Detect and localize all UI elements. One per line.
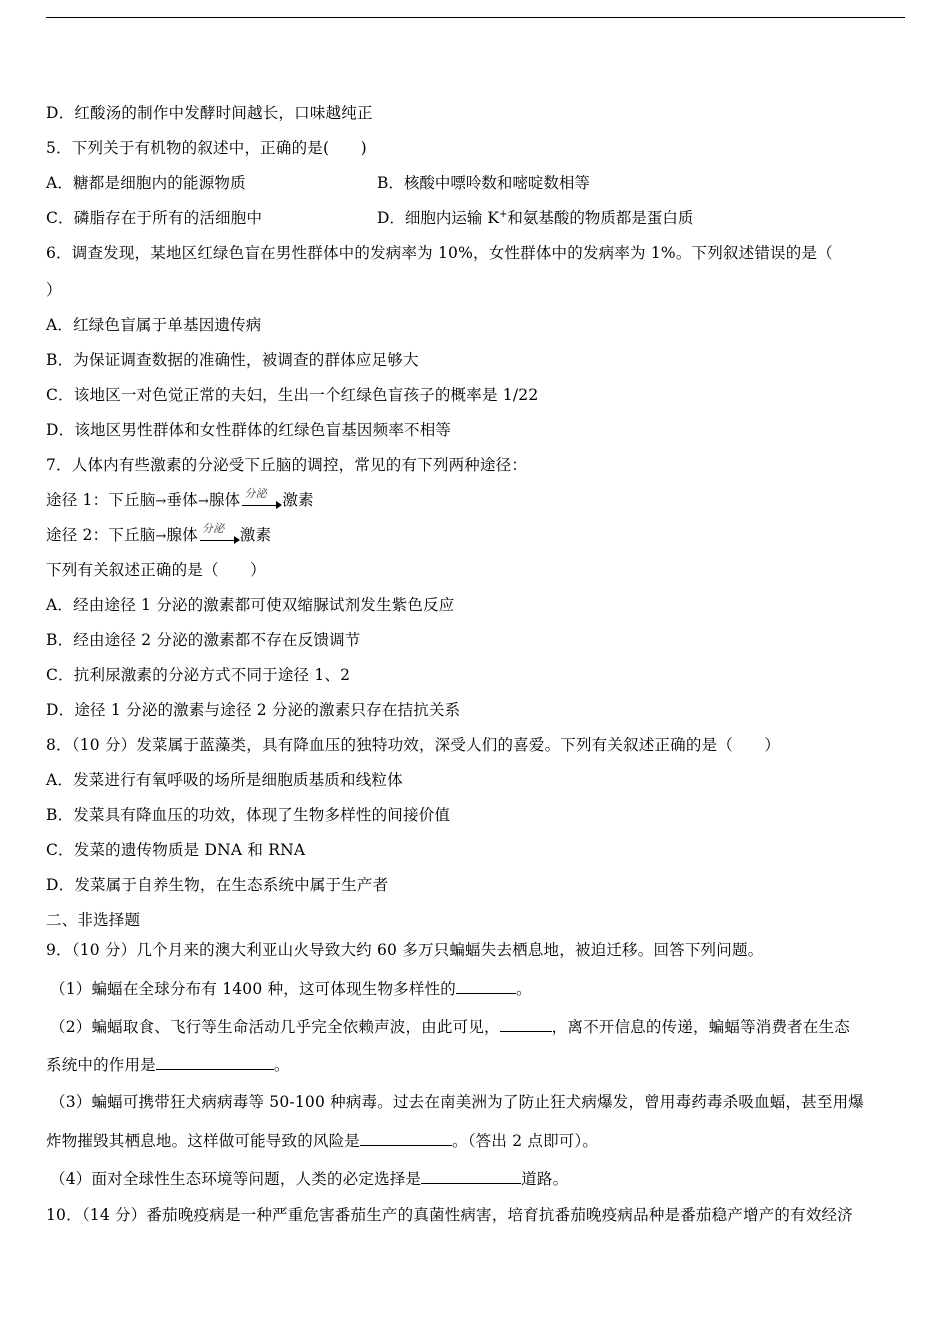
q5-option-b: B．核酸中嘌呤数和嘧啶数相等 xyxy=(377,174,590,192)
pathway-2: 途径 2：下丘脑→腺体 分泌 激素 xyxy=(46,525,271,547)
q7-option-d: D．途径 1 分泌的激素与途径 2 分泌的激素只存在拮抗关系 xyxy=(46,701,461,719)
q5-option-a: A．糖都是细胞内的能源物质 xyxy=(46,174,246,192)
q7-option-a: A．经由途径 1 分泌的激素都可使双缩脲试剂发生紫色反应 xyxy=(46,596,455,614)
q6-option-a: A．红绿色盲属于单基因遗传病 xyxy=(46,316,262,334)
arrow-icon: → xyxy=(197,494,209,509)
q8-option-b: B．发菜具有降血压的功效，体现了生物多样性的间接价值 xyxy=(46,806,451,824)
question-6-close-paren: ） xyxy=(46,281,62,299)
q9-part-3-cont: 炸物摧毁其栖息地。这样做可能导致的风险是 。（答出 2 点即可）。 xyxy=(46,1132,599,1150)
answer-blank[interactable] xyxy=(360,1130,452,1146)
pathway-1: 途径 1：下丘脑→垂体→腺体 分泌 激素 xyxy=(46,490,314,512)
secretion-arrow-icon: 分泌 xyxy=(240,492,282,512)
q8-option-d: D．发菜属于自养生物，在生态系统中属于生产者 xyxy=(46,876,389,894)
q8-option-a: A．发菜进行有氧呼吸的场所是细胞质基质和线粒体 xyxy=(46,771,403,789)
answer-blank[interactable] xyxy=(421,1168,521,1184)
question-7-stem: 7．人体内有些激素的分泌受下丘脑的调控，常见的有下列两种途径： xyxy=(46,456,528,474)
answer-blank[interactable] xyxy=(156,1054,274,1070)
question-8-stem: 8．（10 分）发菜属于蓝藻类，具有降血压的独特功效，深受人们的喜爱。下列有关叙述正确的是（ ） xyxy=(46,736,781,754)
arrow-icon: → xyxy=(155,529,167,544)
answer-blank[interactable] xyxy=(500,1016,552,1032)
q7-stem-2: 下列有关叙述正确的是（ ） xyxy=(46,561,266,579)
question-9-stem: 9．（10 分）几个月来的澳大利亚山火导致大约 60 多万只蝙蝠失去栖息地，被迫迁移。回答下列问题。 xyxy=(46,941,764,959)
q9-part-1: （1）蝙蝠在全球分布有 1400 种，这可体现生物多样性的 。 xyxy=(50,980,532,998)
header-rule xyxy=(46,17,905,18)
question-10-stem: 10．（14 分）番茄晚疫病是一种严重危害番茄生产的真菌性病害，培育抗番茄晚疫病品种是番茄稳产增产的有效经济 xyxy=(46,1206,853,1224)
q9-part-2: （2）蝙蝠取食、飞行等生命活动几乎完全依赖声波，由此可见， ，离不开信息的传递，蝙蝠等消费者在生态 xyxy=(50,1018,850,1036)
q6-option-b: B．为保证调查数据的准确性，被调查的群体应足够大 xyxy=(46,351,419,369)
q7-option-b: B．经由途径 2 分泌的激素都不存在反馈调节 xyxy=(46,631,361,649)
question-6-stem: 6．调查发现，某地区红绿色盲在男性群体中的发病率为 10%，女性群体中的发病率为 1%。下列叙述错误的是（ xyxy=(46,244,833,262)
q5-option-c: C．磷脂存在于所有的活细胞中 xyxy=(46,209,263,227)
q5-option-d: D．细胞内运输 K+和氨基酸的物质都是蛋白质 xyxy=(377,208,694,227)
arrow-icon: → xyxy=(155,494,167,509)
q4-option-d: D．红酸汤的制作中发酵时间越长，口味越纯正 xyxy=(46,104,373,122)
q9-part-2-cont: 系统中的作用是 。 xyxy=(46,1056,290,1074)
secretion-arrow-icon: 分泌 xyxy=(198,527,240,547)
answer-blank[interactable] xyxy=(456,978,516,994)
q6-option-d: D．该地区男性群体和女性群体的红绿色盲基因频率不相等 xyxy=(46,421,452,439)
question-5-stem: 5．下列关于有机物的叙述中，正确的是( ) xyxy=(46,139,367,157)
q7-option-c: C．抗利尿激素的分泌方式不同于途径 1、2 xyxy=(46,666,351,684)
q9-part-3: （3）蝙蝠可携带狂犬病病毒等 50-100 种病毒。过去在南美洲为了防止狂犬病爆发，曾用毒药毒杀吸血蝠，甚至用爆 xyxy=(50,1093,864,1111)
q6-option-c: C．该地区一对色觉正常的夫妇，生出一个红绿色盲孩子的概率是 1/22 xyxy=(46,386,539,404)
section-heading: 二、非选择题 xyxy=(46,911,141,929)
q8-option-c: C．发菜的遗传物质是 DNA 和 RNA xyxy=(46,841,306,859)
q9-part-4: （4）面对全球性生态环境等问题，人类的必定选择是 道路。 xyxy=(50,1170,569,1188)
